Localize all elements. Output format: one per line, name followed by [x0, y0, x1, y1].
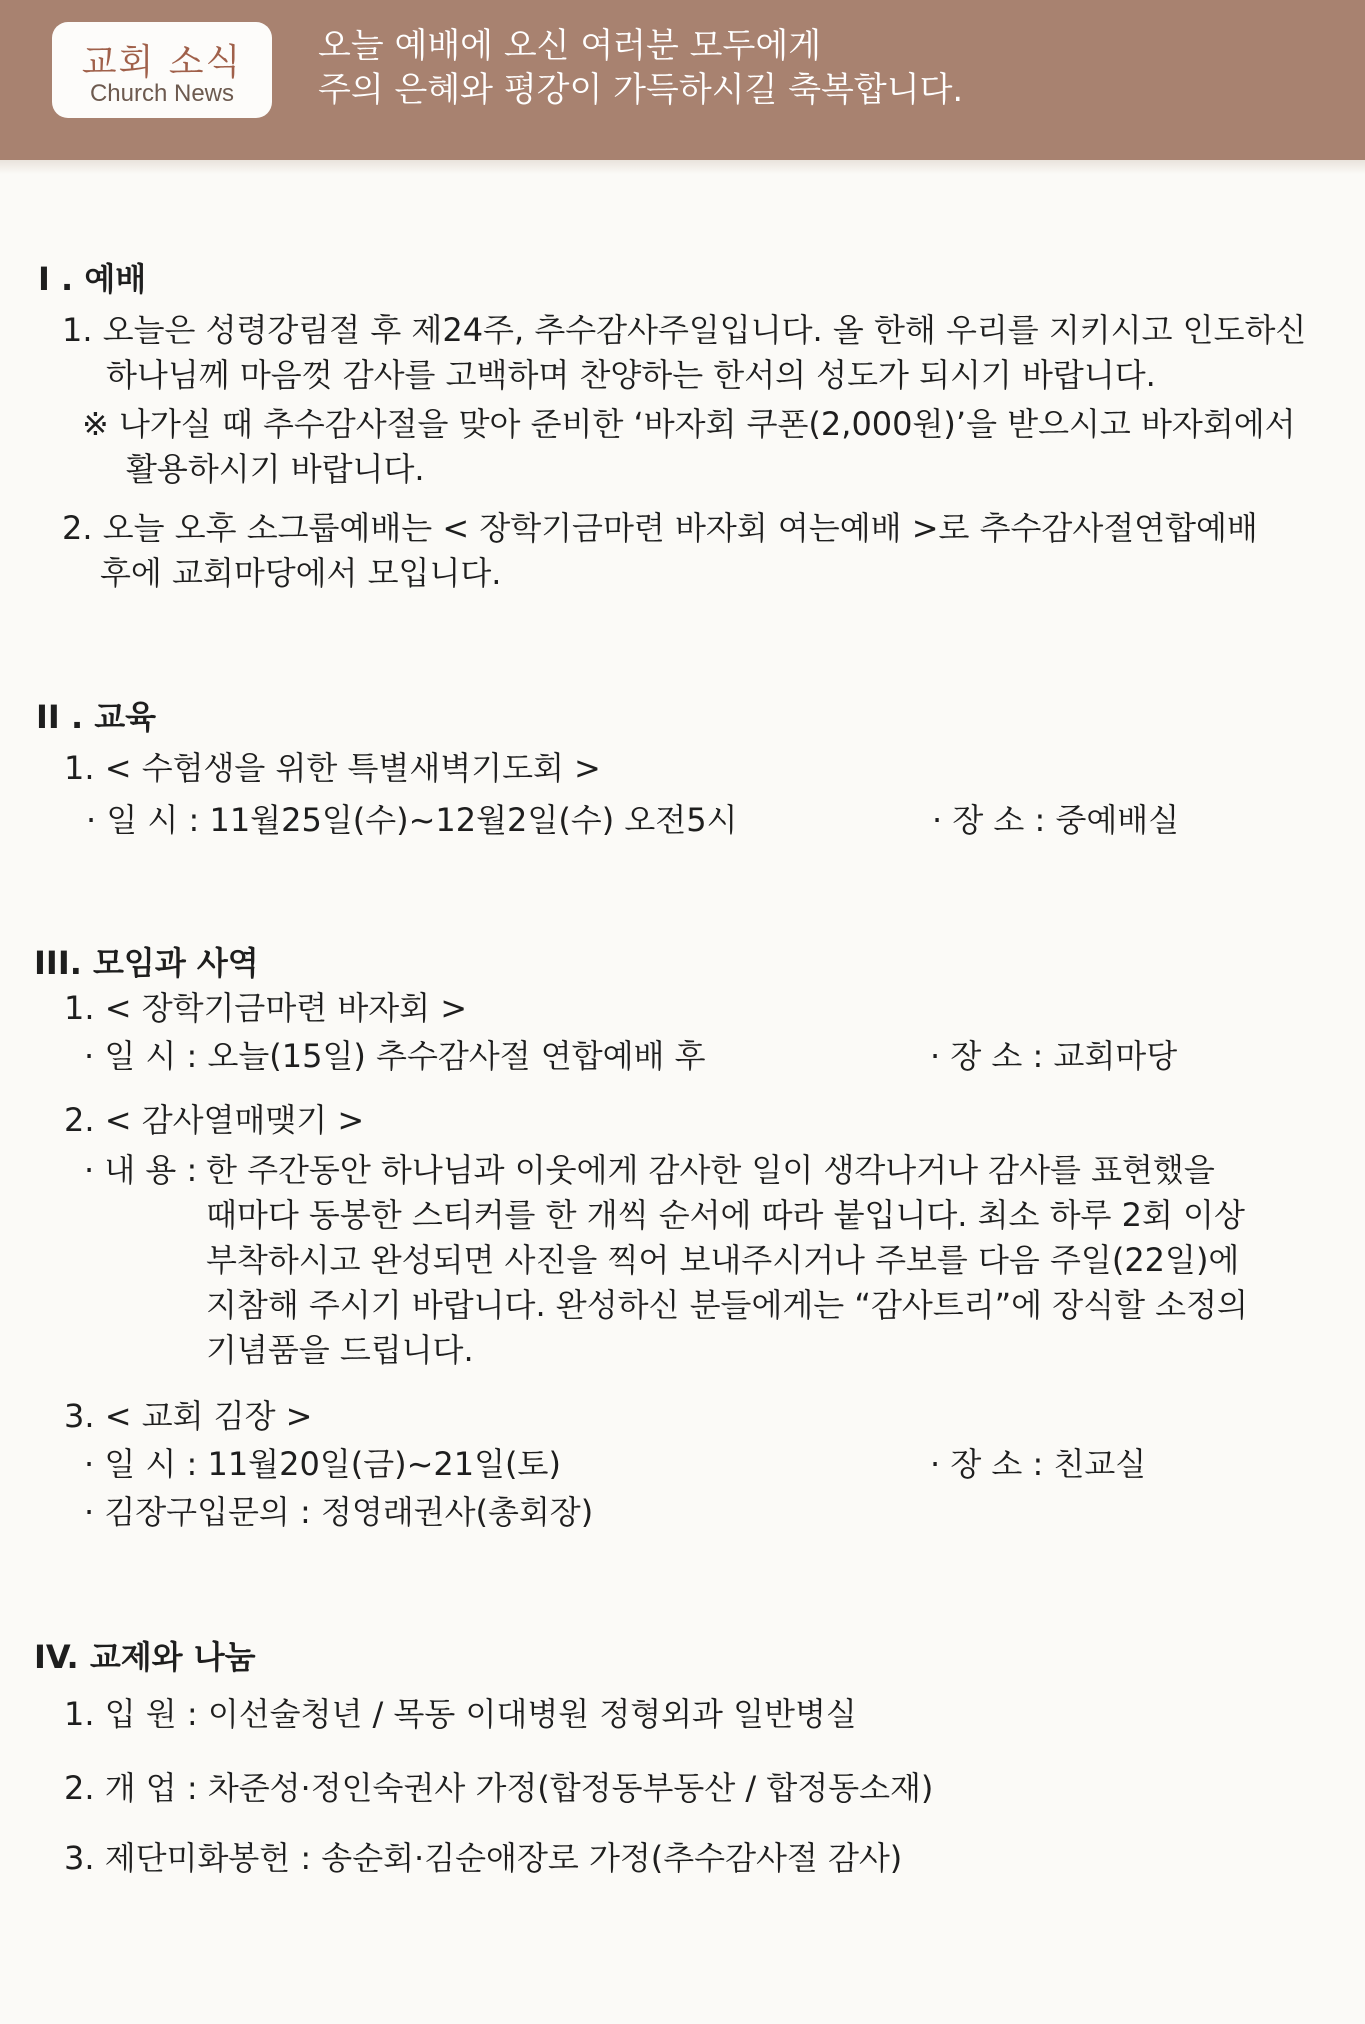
- worship-note-line-2: 활용하시기 바랍니다.: [126, 450, 425, 488]
- meetings-item-1-time: · 일 시 : 오늘(15일) 추수감사절 연합예배 후: [84, 1037, 706, 1075]
- education-item-1: 1. < 수험생을 위한 특별새벽기도회 >: [64, 749, 601, 787]
- greeting-line-2: 주의 은혜와 평강이 가득하시길 축복합니다.: [318, 70, 964, 110]
- worship-item-1-line-2: 하나님께 마음껏 감사를 고백하며 찬양하는 한서의 성도가 되시기 바랍니다.: [106, 356, 1156, 394]
- education-item-1-time: · 일 시 : 11월25일(수)~12월2일(수) 오전5시: [86, 801, 738, 839]
- description-line: 한 주간동안 하나님과 이웃에게 감사한 일이 생각나거나 감사를 표현했을: [206, 1151, 1215, 1189]
- badge-title: 교회 소식: [81, 42, 243, 83]
- meetings-item-3: 3. < 교회 김장 >: [64, 1397, 313, 1435]
- church-news-badge: [52, 22, 272, 118]
- description-line: 지참해 주시기 바랍니다. 완성하신 분들에게는 “감사트리”에 장식할 소정의: [206, 1286, 1248, 1324]
- worship-note: [82, 402, 1296, 492]
- fellowship-item-1: 1. 입 원 : 이선술청년 / 목동 이대병원 정형외과 일반병실: [64, 1695, 857, 1733]
- worship-note-line-1: ※ 나가실 때 추수감사절을 맞아 준비한 ‘바자회 쿠폰(2,000원)’을 받으시고 바자회에서: [82, 405, 1296, 443]
- badge-subtitle: Church News: [89, 80, 235, 107]
- meetings-item-3-time: · 일 시 : 11월20일(금)~21일(토): [84, 1445, 561, 1483]
- section-title-fellowship: IV. 교제와 나눔: [34, 1638, 256, 1676]
- header-banner: [0, 0, 1365, 160]
- meetings-item-1-place: · 장 소 : 교회마당: [930, 1037, 1178, 1075]
- education-item-1-place: · 장 소 : 중예배실: [932, 801, 1180, 839]
- worship-item-2: [62, 506, 1258, 596]
- meetings-item-3-place: · 장 소 : 친교실: [930, 1445, 1147, 1483]
- fellowship-item-3: 3. 제단미화봉헌 : 송순회·김순애장로 가정(추수감사절 감사): [64, 1839, 903, 1877]
- worship-item-1: [62, 308, 1306, 398]
- section-title-meetings: III. 모임과 사역: [34, 944, 259, 982]
- section-title-education: II . 교육: [36, 698, 157, 736]
- description-line: 때마다 동봉한 스티커를 한 개씩 순서에 따라 붙입니다. 최소 하루 2회 이상: [206, 1196, 1245, 1234]
- worship-item-2-line-2: 후에 교회마당에서 모입니다.: [100, 554, 502, 592]
- meetings-item-1: 1. < 장학기금마련 바자회 >: [64, 989, 468, 1027]
- meetings-item-2: 2. < 감사열매맺기 >: [64, 1101, 365, 1139]
- section-title-worship: I . 예배: [38, 260, 147, 298]
- worship-item-1-line-1: 1. 오늘은 성령강림절 후 제24주, 추수감사주일입니다. 올 한해 우리를 지키시고 인도하신: [62, 311, 1307, 349]
- meetings-item-3-contact: · 김장구입문의 : 정영래권사(총회장): [84, 1493, 594, 1531]
- description-line: 부착하시고 완성되면 사진을 찍어 보내주시거나 주보를 다음 주일(22일)에: [206, 1241, 1240, 1279]
- description-line: 기념품을 드립니다.: [206, 1331, 474, 1369]
- header-divider: [0, 160, 1365, 174]
- fellowship-item-2: 2. 개 업 : 차준성·정인숙권사 가정(합정동부동산 / 합정동소재): [64, 1769, 934, 1807]
- greeting-line-1: 오늘 예배에 오신 여러분 모두에게: [318, 26, 822, 66]
- meetings-item-2-description: [206, 1148, 1248, 1373]
- worship-item-2-line-1: 2. 오늘 오후 소그룹예배는 < 장학기금마련 바자회 여는예배 >로 추수감사절연합예배: [62, 509, 1258, 547]
- meetings-item-2-label: · 내 용 :: [84, 1151, 198, 1189]
- greeting-message: [318, 24, 963, 112]
